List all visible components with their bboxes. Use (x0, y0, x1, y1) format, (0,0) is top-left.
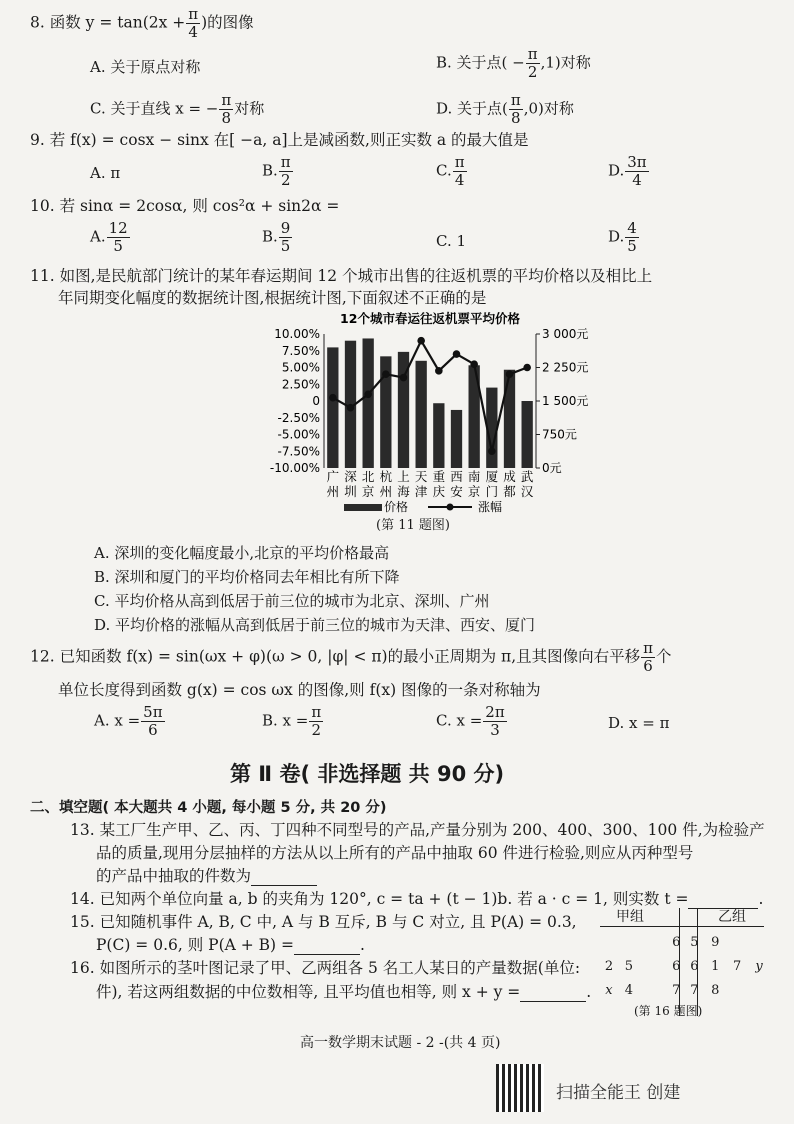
q11-stem-line2: 年同期变化幅度的数据统计图,根据统计图,下面叙述不正确的是 (58, 289, 487, 307)
q10-option-d: D. $\frac{4}{5}$ (608, 219, 637, 255)
price-bar (433, 403, 444, 468)
category-label-top: 重 (432, 469, 446, 484)
change-point (523, 364, 531, 372)
q8-option-d: D. 关于点( $\frac{\pi}{8}$ ,0)对称 (436, 91, 574, 127)
category-label-top: 天 (414, 469, 428, 484)
category-label-bottom: 门 (485, 484, 499, 499)
left-axis-tick-label: 0 (312, 394, 320, 408)
category-label-bottom: 庆 (432, 484, 446, 499)
fill-in-header: 二、填空题( 本大题共 4 小题, 每小题 5 分, 共 20 分) (30, 800, 387, 816)
q16-line1: 16. 如图所示的茎叶图记录了甲、乙两组各 5 名工人某日的产量数据(单位: (70, 959, 581, 977)
category-label-top: 成 (503, 469, 516, 484)
left-axis-tick-label: -7.50% (277, 444, 320, 459)
q12-option-d: D. x = π (608, 714, 670, 732)
section-2-title: 第 Ⅱ 卷( 非选择题 共 90 分) (230, 762, 505, 786)
q12-stem-line1: 12. 已知函数 f(x) = sin(ωx + φ)(ω > 0, |φ| < π)的最小正周期为 π,且其图像向右平移 $\frac{\pi}{6}$ 个 (30, 639, 672, 675)
price-change-chart (260, 310, 600, 530)
scanner-watermark: 扫描全能王 创建 (556, 1083, 681, 1103)
q12-option-b: B. x = $\frac{\pi}{2}$ (262, 703, 322, 739)
right-axis-tick-label: 2 250元 (542, 360, 589, 375)
q14: 14. 已知两个单位向量 a, b 的夹角为 120°, c = ta + (t − 1)b. 若 a · c = 1, 则实数 t = . (70, 890, 764, 908)
change-line (333, 341, 527, 452)
left-axis-tick-label: 7.50% (281, 343, 320, 358)
change-point (329, 394, 337, 402)
stem-leaf-row: x 4 7 7 8 (605, 982, 720, 998)
left-axis-tick-label: -10.00% (269, 461, 320, 475)
left-axis-tick-label: 2.50% (281, 377, 320, 392)
left-axis-tick-label: -5.00% (277, 427, 320, 442)
change-point (453, 350, 461, 358)
category-label-top: 北 (361, 469, 375, 484)
q13-line1: 13. 某工厂生产甲、乙、丙、丁四种不同型号的产品,产量分别为 200、400、300、100 件,为检验产 (70, 821, 765, 839)
stem-leaf-row: 2 5 6 6 1 7 y (604, 958, 763, 974)
category-label-top: 上 (397, 469, 410, 484)
legend-bar-swatch (344, 504, 382, 511)
q11-option-b: B. 深圳和厦门的平均价格同去年相比有所下降 (94, 568, 400, 586)
category-label-top: 广 (326, 469, 340, 484)
price-bar (504, 370, 515, 468)
stem-leaf-top-rule (600, 926, 764, 927)
q9-option-b: B. $\frac{\pi}{2}$ (262, 153, 291, 189)
price-bar (363, 338, 374, 468)
q16-line2: 件), 若这两组数据的中位数相等, 且平均值也相等, 则 x + y = . (96, 983, 592, 1001)
price-bar (451, 410, 462, 468)
q16-answer-blank[interactable] (520, 987, 586, 1002)
stem-leaf-header-right: 乙组 (718, 909, 746, 925)
q16-figure-caption: (第 16 题图) (634, 1004, 703, 1018)
category-label-bottom: 津 (414, 484, 428, 499)
q10-option-a: A. $\frac{12}{5}$ (90, 219, 128, 255)
q12-stem-line2: 单位长度得到函数 g(x) = cos ωx 的图像,则 f(x) 图像的一条对称轴为 (58, 681, 541, 699)
q11-option-c: C. 平均价格从高到低居于前三位的城市为北京、深圳、广州 (94, 592, 490, 610)
category-label-top: 厦 (485, 469, 499, 484)
q13-line3: 的产品中抽取的件数为 (96, 866, 317, 886)
q13-answer-blank[interactable] (251, 871, 317, 886)
change-point (488, 447, 496, 455)
category-label-bottom: 圳 (344, 484, 357, 499)
page-footer: 高一数学期末试题 - 2 -(共 4 页) (300, 1035, 501, 1051)
category-label-bottom: 京 (467, 484, 481, 499)
category-label-top: 深 (344, 469, 357, 484)
q15-line2: P(C) = 0.6, 则 P(A + B) = . (96, 936, 365, 954)
q10-stem: 10. 若 sinα = 2cosα, 则 cos²α + sin2α = (30, 197, 340, 215)
q10-option-c: C. 1 (436, 232, 467, 250)
price-bar (522, 401, 533, 468)
left-axis-tick-label: 5.00% (281, 360, 320, 375)
category-label-top: 杭 (379, 469, 393, 484)
change-point (347, 404, 355, 412)
q13-line2: 品的质量,现用分层抽样的方法从以上所有的产品中抽取 60 件进行检验,则应从丙种型号 (96, 844, 694, 862)
category-label-bottom: 都 (503, 484, 516, 499)
q11-figure-caption: (第 11 题图) (376, 518, 450, 533)
q8-option-b: B. 关于点( − $\frac{\pi}{2}$ ,1)对称 (436, 45, 591, 81)
category-label-bottom: 州 (326, 484, 340, 499)
q15-answer-blank[interactable] (294, 940, 360, 955)
price-bar (327, 347, 338, 468)
stem-leaf-plot (600, 906, 770, 1024)
chart-title: 12个城市春运往返机票平均价格 (340, 311, 520, 326)
qr-code-icon (496, 1064, 544, 1112)
q11-stem-line1: 11. 如图,是民航部门统计的某年春运期间 12 个城市出售的往返机票的平均价格以及相比上 (30, 267, 653, 285)
q11-chart (260, 310, 600, 530)
q9-option-c: C. $\frac{\pi}{4}$ (436, 153, 465, 189)
change-point (382, 370, 390, 378)
category-label-top: 南 (467, 469, 481, 484)
q8-option-c: C. 关于直线 x = − $\frac{\pi}{8}$ 对称 (90, 91, 265, 127)
q12-option-a: A. x = $\frac{5\pi}{6}$ (94, 703, 163, 739)
change-point (470, 360, 478, 368)
price-bar (416, 361, 427, 468)
change-point (417, 337, 425, 345)
q11-option-a: A. 深圳的变化幅度最小,北京的平均价格最高 (94, 544, 390, 562)
stem-leaf-row: 6 5 9 (672, 934, 720, 950)
q12-option-c: C. x = $\frac{2\pi}{3}$ (436, 703, 505, 739)
right-axis-tick-label: 3 000元 (542, 327, 589, 341)
q11-option-d: D. 平均价格的涨幅从高到低居于前三位的城市为天津、西安、厦门 (94, 616, 536, 634)
right-axis-tick-label: 0元 (542, 461, 562, 475)
change-point (435, 367, 443, 375)
category-label-bottom: 海 (397, 484, 410, 499)
category-label-bottom: 汉 (520, 484, 534, 499)
q9-stem: 9. 若 f(x) = cosx − sinx 在[ −a, a]上是减函数,则正实数 a 的最大值是 (30, 131, 529, 149)
q9-option-a: A. π (90, 164, 121, 182)
change-point (506, 370, 514, 378)
left-axis-tick-label: 10.00% (274, 327, 320, 341)
legend-change-label: 涨幅 (478, 500, 503, 514)
q10-option-b: B. $\frac{9}{5}$ (262, 219, 291, 255)
q8-option-a: A. 关于原点对称 (90, 58, 201, 76)
q15-line1: 15. 已知随机事件 A, B, C 中, A 与 B 互斥, B 与 C 对立, 且 P(A) = 0.3, (70, 913, 577, 931)
q9-option-d: D. $\frac{3\pi}{4}$ (608, 153, 647, 189)
change-point (400, 374, 408, 382)
category-label-top: 西 (450, 469, 463, 484)
right-axis-tick-label: 750元 (542, 427, 577, 442)
q8-stem: 8. 函数 y = tan(2x + $\frac{\pi}{4}$ )的图像 (30, 5, 254, 41)
right-axis-tick-label: 1 500元 (542, 394, 589, 408)
stem-leaf-header-left: 甲组 (616, 909, 644, 925)
change-point (364, 391, 372, 399)
category-label-bottom: 州 (379, 484, 393, 499)
category-label-top: 武 (520, 469, 534, 484)
category-label-bottom: 安 (450, 484, 463, 499)
legend-price-label: 价格 (384, 500, 409, 514)
category-label-bottom: 京 (361, 484, 375, 499)
left-axis-tick-label: -2.50% (277, 410, 320, 425)
legend-line-marker (447, 504, 454, 511)
